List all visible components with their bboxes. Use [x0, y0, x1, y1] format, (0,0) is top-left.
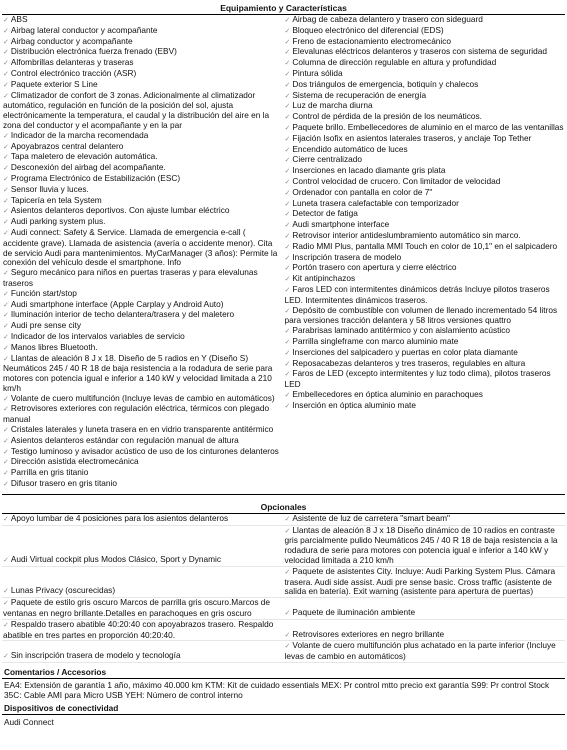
check-icon: ✓ — [284, 70, 291, 78]
list-item-text: Respaldo trasero abatible 40:20:40 con apoyabrazos trasero. Respaldo abatible en tres partes en proporción 40:20:40. — [3, 618, 274, 640]
list-item — [284, 526, 566, 566]
table-cell — [284, 620, 566, 641]
check-icon: ✓ — [3, 132, 9, 140]
check-icon: ✓ — [3, 208, 9, 216]
opcionales-table — [2, 514, 565, 663]
check-icon: ✓ — [284, 92, 291, 100]
list-item-text: Indicador de los intervalos variables de servicio — [10, 330, 185, 341]
list-item-text: Iluminación interior de techo delantera/trasera y del maletero — [10, 309, 235, 320]
check-icon: ✓ — [284, 286, 291, 294]
check-icon: ✓ — [284, 17, 291, 24]
list-item-text: Columna de dirección regulable en altura y profundidad — [292, 57, 497, 68]
list-item-text: Inserciones del salpicadero y puertas en color plata diamante — [292, 346, 518, 357]
check-icon: ✓ — [3, 470, 9, 478]
table-cell — [284, 514, 566, 525]
check-icon: ✓ — [3, 165, 9, 173]
table-row — [2, 526, 565, 567]
conectividad-text: Audi Connect — [4, 716, 54, 727]
list-item-text: Volante de cuero multifunción (Incluye levas de cambio en automáticos) — [10, 392, 275, 403]
check-icon: ✓ — [284, 222, 291, 230]
list-item-text: Paquete de estilo gris oscuro Marcos de parrilla gris oscuro.Marcos de ventanas en negro brillante.Detalles en parachoques en gris oscuro — [3, 597, 271, 619]
list-item-text: Reposacabezas delanteros y tres traseros, regulables en altura — [292, 357, 526, 368]
check-icon: ✓ — [3, 92, 9, 100]
check-icon: ✓ — [3, 588, 9, 596]
list-item-text: Audi Virtual cockpit plus Modos Clásico, Sport y Dynamic — [10, 554, 221, 565]
check-icon: ✓ — [3, 437, 9, 445]
list-item-text: Inscripción trasera de modelo — [292, 251, 402, 262]
check-icon: ✓ — [284, 157, 291, 165]
list-item-text: Distribución electrónica fuerza frenado (EBV) — [10, 46, 177, 57]
list-item-text: Audi smartphone interface (Apple Carplay y Android Auto) — [10, 298, 224, 309]
check-icon: ✓ — [284, 254, 291, 262]
list-item-text: Programa Electrónico de Estabilización (ESC) — [10, 172, 181, 183]
check-icon: ✓ — [3, 600, 9, 608]
check-icon: ✓ — [3, 481, 9, 489]
check-icon: ✓ — [3, 17, 9, 24]
list-item — [2, 228, 280, 268]
check-icon: ✓ — [3, 459, 9, 467]
list-item-text: Desconexión del airbag del acompañante. — [10, 162, 166, 173]
list-item — [284, 641, 566, 662]
table-cell — [2, 641, 284, 662]
list-item — [284, 306, 566, 327]
check-icon: ✓ — [284, 38, 291, 46]
check-icon: ✓ — [3, 197, 9, 205]
list-item-text: Cristales laterales y luneta trasera en en vidrio transparente antitérmico — [10, 424, 274, 435]
list-item — [284, 285, 566, 306]
opcionales-section-title: Opcionales — [2, 501, 565, 514]
list-item-text: Retrovisores exteriores con regulación eléctrica, térmicos con plegado manual — [3, 403, 270, 425]
check-icon: ✓ — [284, 211, 291, 219]
check-icon: ✓ — [284, 81, 291, 89]
list-item — [2, 91, 280, 131]
check-icon: ✓ — [284, 371, 291, 379]
list-item-text: Ordenador con pantalla en color de 7" — [292, 186, 433, 197]
list-item-text: ABS — [10, 14, 28, 24]
check-icon: ✓ — [3, 333, 9, 341]
list-item-text: Audi connect: Safety & Service. Llamada de emergencia e-call ( accidente grave). Llamada de asistencia (avería o accidente menor). Cita de servicio Audi para mantenimientos. MyCarManager (3 años): Permite la conexión del vehículo desde el smartphone. Info — [3, 226, 278, 268]
list-item — [284, 401, 566, 412]
check-icon: ✓ — [3, 60, 9, 68]
list-item-text: Retrovisor interior antideslumbramiento automático sin marco. — [292, 229, 521, 240]
list-item — [284, 608, 416, 619]
check-icon: ✓ — [284, 27, 291, 35]
check-icon: ✓ — [3, 406, 9, 414]
check-icon: ✓ — [284, 568, 291, 576]
list-item-text: Climatizador de confort de 3 zonas. Adicionalmente al climatizador automático, regulación en función de la posición del sol, ajusta electrónicamente la temperatura, el caudal y la distribución del aire en la zona del conductor y el acompañante y en la par — [3, 89, 270, 130]
list-item-text: Pintura sólida — [292, 67, 343, 78]
list-item — [2, 404, 280, 425]
check-icon: ✓ — [284, 243, 291, 251]
check-icon: ✓ — [284, 200, 291, 208]
list-item-text: Dos triángulos de emergencia, botiquín y chalecos — [292, 78, 479, 89]
list-item-text: Control de pérdida de la presión de los neumáticos. — [292, 111, 482, 122]
check-icon: ✓ — [3, 38, 9, 46]
check-icon: ✓ — [284, 49, 291, 57]
check-icon: ✓ — [284, 168, 291, 176]
equipment-section-title: Equipamiento y Características — [2, 2, 565, 15]
check-icon: ✓ — [3, 653, 9, 661]
list-item-text: Portón trasero con apertura y cierre eléctrico — [292, 262, 457, 273]
check-icon: ✓ — [3, 175, 9, 183]
list-item — [2, 598, 278, 619]
table-cell — [2, 620, 284, 641]
list-item-text: Paquete de asistentes City. Incluye: Audi Parking System Plus. Cámara trasera. Audi side assist. Audi pre sense basic. Cross traffic (asistente de salida en batería). Exit warning (asistente para apertura de puertas) — [284, 565, 556, 597]
check-icon: ✓ — [284, 146, 291, 154]
check-icon: ✓ — [284, 307, 291, 315]
list-item-text: Detector de fatiga — [292, 208, 358, 219]
list-item-text: Dirección asistida electromecánica — [10, 456, 139, 467]
list-item-text: Control velocidad de crucero. Con limitador de velocidad — [292, 175, 501, 186]
equipment-right-column — [284, 15, 566, 490]
list-item-text: Testigo luminoso y avisador acústico de uso de los cinturones delanteros — [10, 445, 279, 456]
check-icon: ✓ — [3, 515, 9, 523]
table-row — [2, 598, 565, 620]
table-cell — [284, 641, 566, 662]
list-item — [2, 479, 280, 490]
check-icon: ✓ — [284, 114, 291, 122]
table-cell — [2, 514, 284, 525]
equipment-columns — [2, 15, 565, 490]
check-icon: ✓ — [3, 49, 9, 57]
list-item-text: Luneta trasera calefactable con temporizador — [292, 197, 459, 208]
check-icon: ✓ — [284, 643, 291, 651]
list-item-text: Cierre centralizado — [292, 154, 363, 165]
check-icon: ✓ — [284, 276, 291, 284]
check-icon: ✓ — [284, 265, 291, 273]
list-item-text: Sensor lluvia y luces. — [10, 183, 89, 194]
check-icon: ✓ — [284, 124, 291, 132]
list-item-text: Bloqueo electrónico del diferencial (EDS) — [292, 24, 444, 35]
check-icon: ✓ — [3, 427, 9, 435]
list-item-text: Retrovisores exteriores en negro brillante — [292, 628, 445, 639]
list-item-text: Freno de estacionamiento electromecánico — [292, 35, 452, 46]
comentarios-title: Comentarios / Accesorios — [2, 667, 565, 679]
list-item-text: Apoyo lumbar de 4 posiciones para los asientos delanteros — [10, 512, 229, 523]
check-icon: ✓ — [3, 270, 9, 278]
check-icon: ✓ — [284, 631, 291, 639]
conectividad-title: Dispositivos de conectividad — [2, 703, 565, 715]
list-item-text: Paquete exterior S Line — [10, 78, 98, 89]
table-cell — [284, 598, 566, 619]
table-row — [2, 620, 565, 642]
table-cell — [284, 526, 566, 566]
list-item-text: Indicador de la marcha recomendada — [10, 129, 149, 140]
list-item — [284, 514, 450, 525]
list-item — [2, 620, 278, 641]
list-item-text: Radio MMI Plus, pantalla MMI Touch en color de 10,1" en el salpicadero — [292, 240, 558, 251]
list-item-text: Inserciones en lacado diamante gris plata — [292, 165, 446, 176]
check-icon: ✓ — [3, 290, 9, 298]
table-cell — [2, 526, 284, 566]
check-icon: ✓ — [3, 154, 9, 162]
table-cell — [2, 567, 284, 597]
list-item-text: Fijación Isofix en asientos laterales traseros, y anclaje Top Tether — [292, 132, 532, 143]
list-item-text: Audi parking system plus. — [10, 216, 106, 227]
list-item — [2, 555, 221, 566]
table-cell — [2, 598, 284, 619]
list-item-text: Volante de cuero multifunción plus achatado en la parte inferior (Incluye levas de cambio en automáticos) — [284, 640, 556, 662]
list-item-text: Parabrisas laminado antitérmico y con aislamiento acústico — [292, 325, 511, 336]
list-item-text: Seguro mecánico para niños en puertas traseras y para elevalunas traseros — [3, 267, 258, 288]
check-icon: ✓ — [284, 610, 291, 618]
check-icon: ✓ — [3, 323, 9, 331]
check-icon: ✓ — [3, 229, 9, 237]
list-item-text: Luz de marcha diurna — [292, 100, 373, 111]
list-item — [284, 369, 566, 390]
list-item-text: Audi pre sense city — [10, 320, 81, 331]
list-item-text: Control electrónico tracción (ASR) — [10, 67, 137, 78]
check-icon: ✓ — [3, 301, 9, 309]
list-item — [2, 651, 181, 662]
list-item — [2, 586, 115, 597]
table-row — [2, 567, 565, 598]
list-item-text: Sin inscripción trasera de modelo y tecnología — [10, 650, 181, 661]
list-item-text: Llantas de aleación 8 J x 18. Diseño de 5 radios en Y (Diseño S) Neumáticos 245 / 40 R 18 de baja resistencia a la rodadura de serie para motores con potencia igual e inferior a 140 kW y velocidad limitada a 210 km/h — [3, 352, 273, 393]
check-icon: ✓ — [3, 621, 9, 629]
list-item-text: Tapa maletero de elevación automática. — [10, 151, 158, 162]
check-icon: ✓ — [3, 81, 9, 89]
check-icon: ✓ — [284, 60, 291, 68]
check-icon: ✓ — [3, 186, 9, 194]
check-icon: ✓ — [284, 178, 291, 186]
check-icon: ✓ — [3, 395, 9, 403]
check-icon: ✓ — [3, 448, 9, 456]
check-icon: ✓ — [284, 189, 291, 197]
list-item-text: Función start/stop — [10, 287, 77, 298]
table-cell — [284, 567, 566, 597]
check-icon: ✓ — [284, 232, 291, 240]
list-item-text: Audi smartphone interface — [292, 219, 390, 230]
list-item-text: Airbag lateral conductor y acompañante — [10, 24, 158, 35]
check-icon: ✓ — [284, 328, 291, 336]
list-item-text: Encendido automático de luces — [292, 143, 408, 154]
list-item-text: Asistente de luz de carretera "smart beam" — [292, 512, 450, 523]
list-item — [284, 567, 566, 597]
list-item-text: Apoyabrazos central delantero — [10, 140, 124, 151]
list-item-text: Tapicería en tela System — [10, 194, 102, 205]
list-item — [2, 268, 280, 289]
check-icon: ✓ — [3, 312, 9, 320]
list-item — [2, 354, 280, 394]
list-item-text: Paquete de iluminación ambiente — [292, 607, 416, 618]
list-item-text: Difusor trasero en gris titanio — [10, 478, 117, 489]
check-icon: ✓ — [284, 402, 291, 410]
list-item-text: Paquete brillo. Embellecedores de aluminio en el marco de las ventanillas — [292, 121, 564, 132]
list-item — [284, 630, 445, 641]
check-icon: ✓ — [3, 355, 9, 363]
comentarios-text: EA4: Extensión de garantía 1 año, máximo 40.000 km KTM: Kit de cuidado essentials MEX: Pr control mtto precio ext garantía S99: Pr control Stock 35C: Cable AMI para Micro USB YEH: Número de control interno — [4, 680, 550, 700]
list-item-text: Kit antipinchazos — [292, 273, 356, 284]
table-row — [2, 641, 565, 663]
check-icon: ✓ — [284, 360, 291, 368]
check-icon: ✓ — [284, 338, 291, 346]
equipment-left-column — [2, 15, 284, 490]
check-icon: ✓ — [284, 103, 291, 111]
list-item-text: Depósito de combustible con volumen de llenado incrementado 54 litros para versiones tracción delantera y 58 litros versiones quattro — [284, 304, 558, 326]
check-icon: ✓ — [284, 527, 291, 535]
check-icon: ✓ — [284, 349, 291, 357]
check-icon: ✓ — [284, 515, 291, 523]
check-icon: ✓ — [284, 391, 291, 399]
list-item-text: Faros LED con intermitentes dinámicos detrás Incluye pilotos traseros LED. Intermitentes dinámicos traseros. — [284, 283, 550, 305]
check-icon: ✓ — [3, 143, 9, 151]
list-item-text: Asientos delanteros deportivos. Con ajuste lumbar eléctrico — [10, 205, 230, 216]
list-item-text: Asientos delanteros estándar con regulación manual de altura — [10, 434, 239, 445]
list-item-text: Parrilla singleframe con marco aluminio mate — [292, 335, 459, 346]
check-icon: ✓ — [3, 27, 9, 35]
list-item-text: Manos libres Bluetooth. — [10, 341, 98, 352]
list-item-text: Inserción en óptica aluminio mate — [292, 399, 416, 410]
check-icon: ✓ — [3, 344, 9, 352]
list-item-text: Elevalunas eléctricos delanteros y traseros con sistema de seguridad — [292, 46, 547, 57]
list-item-text: Llantas de aleación 8 J x 18 Diseño dinámico de 10 radios en contraste gris parcialmente pulido Neumáticos 245 / 40 R 18 de baja resistencia a la rodadura de serie para motores con potencia igual e inferior a 140 kW y velocidad limitada a 210 km/h — [284, 524, 558, 566]
list-item-text: Lunas Privacy (oscurecidas) — [10, 585, 116, 596]
list-item-text: Alfombrillas delanteras y traseras — [10, 57, 134, 68]
spec-sheet — [2, 2, 565, 727]
list-item-text: Airbag de cabeza delantero y trasero con sideguard — [292, 14, 483, 24]
list-item-text: Airbag conductor y acompañante — [10, 35, 133, 46]
check-icon: ✓ — [3, 70, 9, 78]
check-icon: ✓ — [3, 557, 9, 565]
list-item-text: Faros de LED (excepto intermitentes y luz todo clima), pilotos traseros LED — [284, 368, 551, 390]
list-item — [2, 514, 228, 525]
check-icon: ✓ — [3, 219, 9, 227]
list-item-text: Parrilla en gris titanio — [10, 467, 89, 478]
check-icon: ✓ — [284, 135, 291, 143]
list-item-text: Embellecedores en óptica aluminio en parachoques — [292, 388, 483, 399]
list-item-text: Sistema de recuperación de energía — [292, 89, 427, 100]
